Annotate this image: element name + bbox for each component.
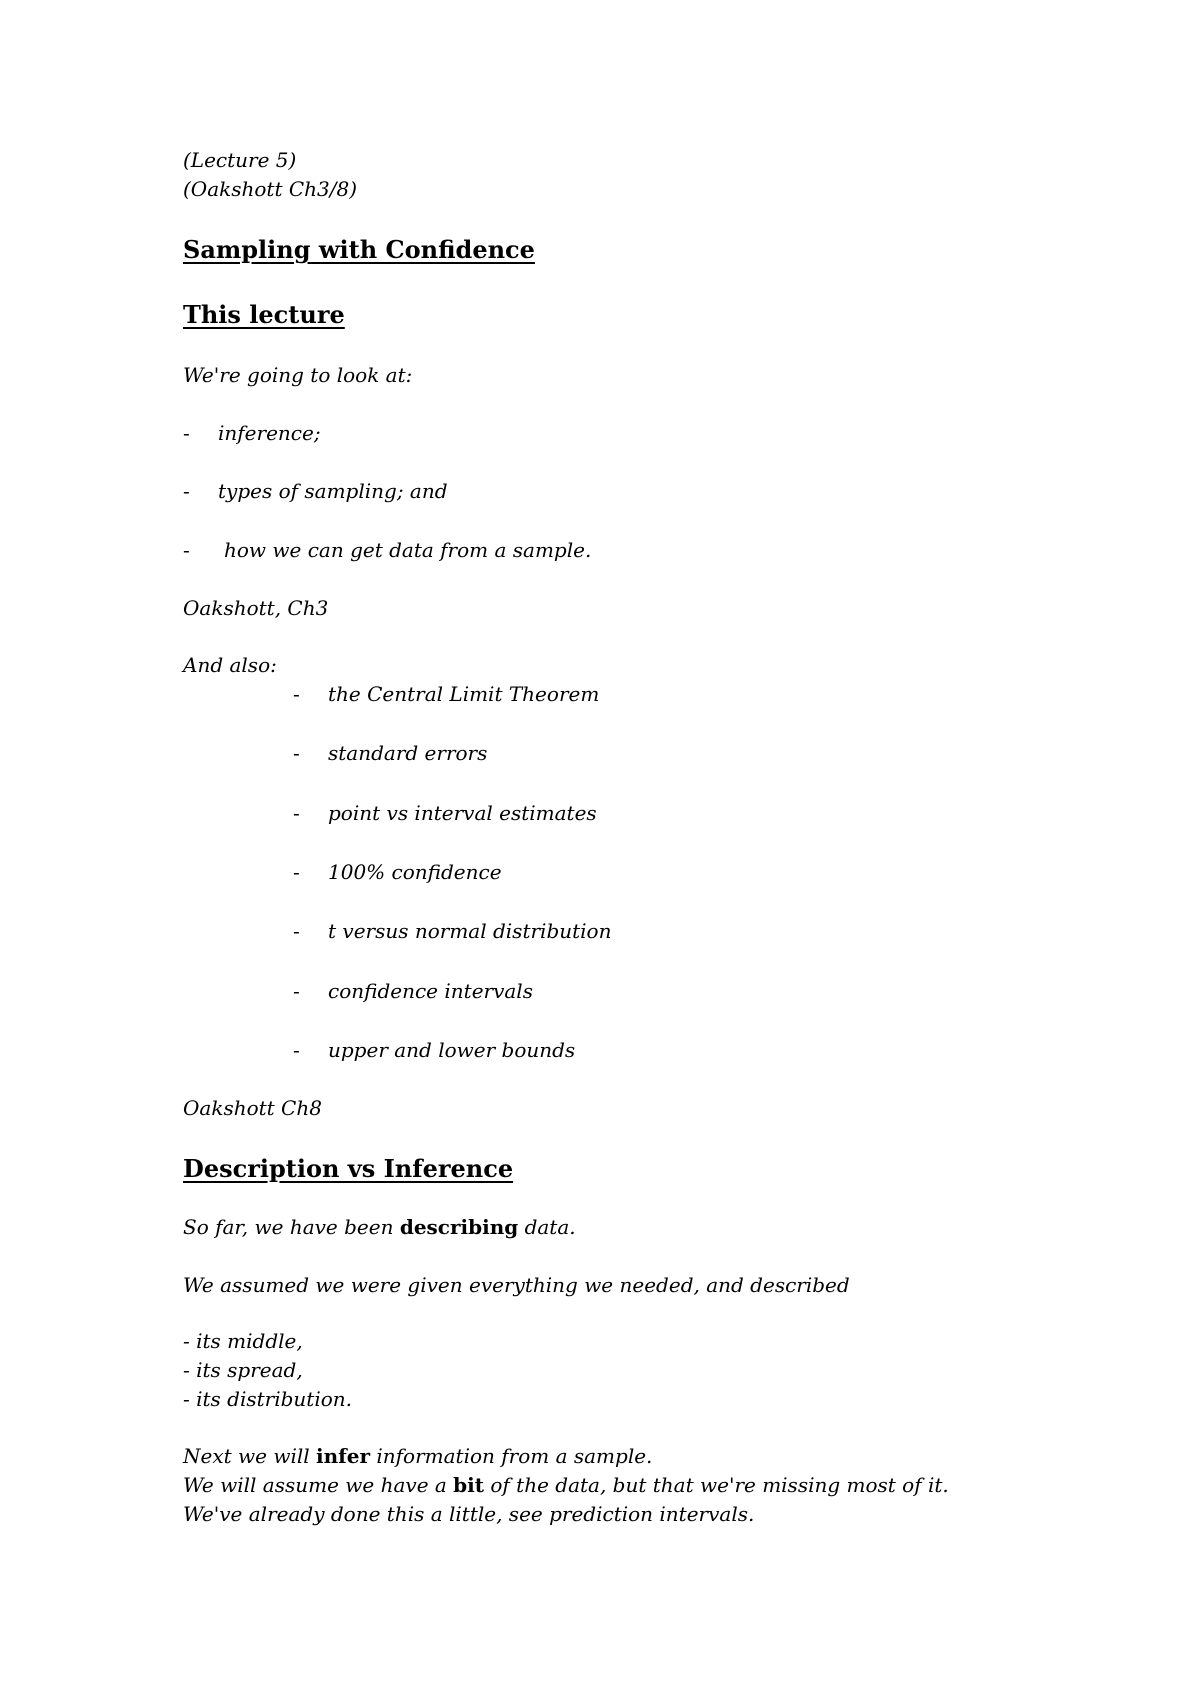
paragraph-prediction: We've already done this a little, see prediction intervals. — [183, 1502, 755, 1526]
lecture-number: (Lecture 5) — [183, 148, 297, 172]
list-dash: - — [293, 741, 300, 765]
list-item: 100% confidence — [328, 860, 502, 884]
list-item: inference; — [218, 421, 321, 445]
paragraph-text: So far, we have been — [183, 1215, 400, 1239]
list-dash: - — [293, 919, 300, 943]
list-item: point vs interval estimates — [328, 801, 597, 825]
paragraph-assumed: We assumed we were given everything we needed, and described — [183, 1273, 850, 1297]
document-title: Sampling with Confidence — [183, 235, 535, 264]
chapter-reference: (Oakshott Ch3/8) — [183, 177, 358, 201]
list-item: types of sampling; and — [218, 479, 448, 503]
paragraph-text: We will assume we have a — [183, 1473, 454, 1497]
list-dash: - — [293, 979, 300, 1003]
paragraph-text: of the data, but that we're missing most of it. — [484, 1473, 949, 1497]
list-dash: - — [293, 682, 300, 706]
list-dash: - — [183, 538, 190, 562]
list-dash: - — [293, 801, 300, 825]
list-item: confidence intervals — [328, 979, 533, 1003]
paragraph-infer — [183, 1442, 652, 1470]
paragraph-text: data. — [518, 1215, 576, 1239]
list-item: upper and lower bounds — [328, 1038, 576, 1062]
list-item: how we can get data from a sample. — [224, 538, 592, 562]
list-item: the Central Limit Theorem — [328, 682, 600, 706]
also-label: And also: — [183, 653, 277, 677]
intro-text: We're going to look at: — [183, 363, 413, 387]
description-vs-inference-heading: Description vs Inference — [183, 1154, 514, 1183]
list-dash: - — [183, 479, 190, 503]
list-dash: - — [293, 860, 300, 884]
list-item: - its distribution. — [183, 1387, 353, 1411]
list-item: - its spread, — [183, 1358, 303, 1382]
paragraph-bit — [183, 1471, 949, 1499]
emphasis-text: bit — [453, 1473, 484, 1497]
emphasis-text: describing — [399, 1215, 519, 1239]
list-item: standard errors — [328, 741, 488, 765]
paragraph-text: Next we will — [183, 1444, 316, 1468]
paragraph-text: information from a sample. — [370, 1444, 653, 1468]
list-item: t versus normal distribution — [328, 919, 612, 943]
reference-text: Oakshott, Ch3 — [183, 596, 329, 620]
paragraph-describing — [183, 1213, 576, 1241]
list-dash: - — [293, 1038, 300, 1062]
reference-text: Oakshott Ch8 — [183, 1096, 322, 1120]
this-lecture-heading: This lecture — [183, 300, 345, 329]
list-item: - its middle, — [183, 1329, 303, 1353]
list-dash: - — [183, 421, 190, 445]
emphasis-text: infer — [316, 1444, 371, 1468]
